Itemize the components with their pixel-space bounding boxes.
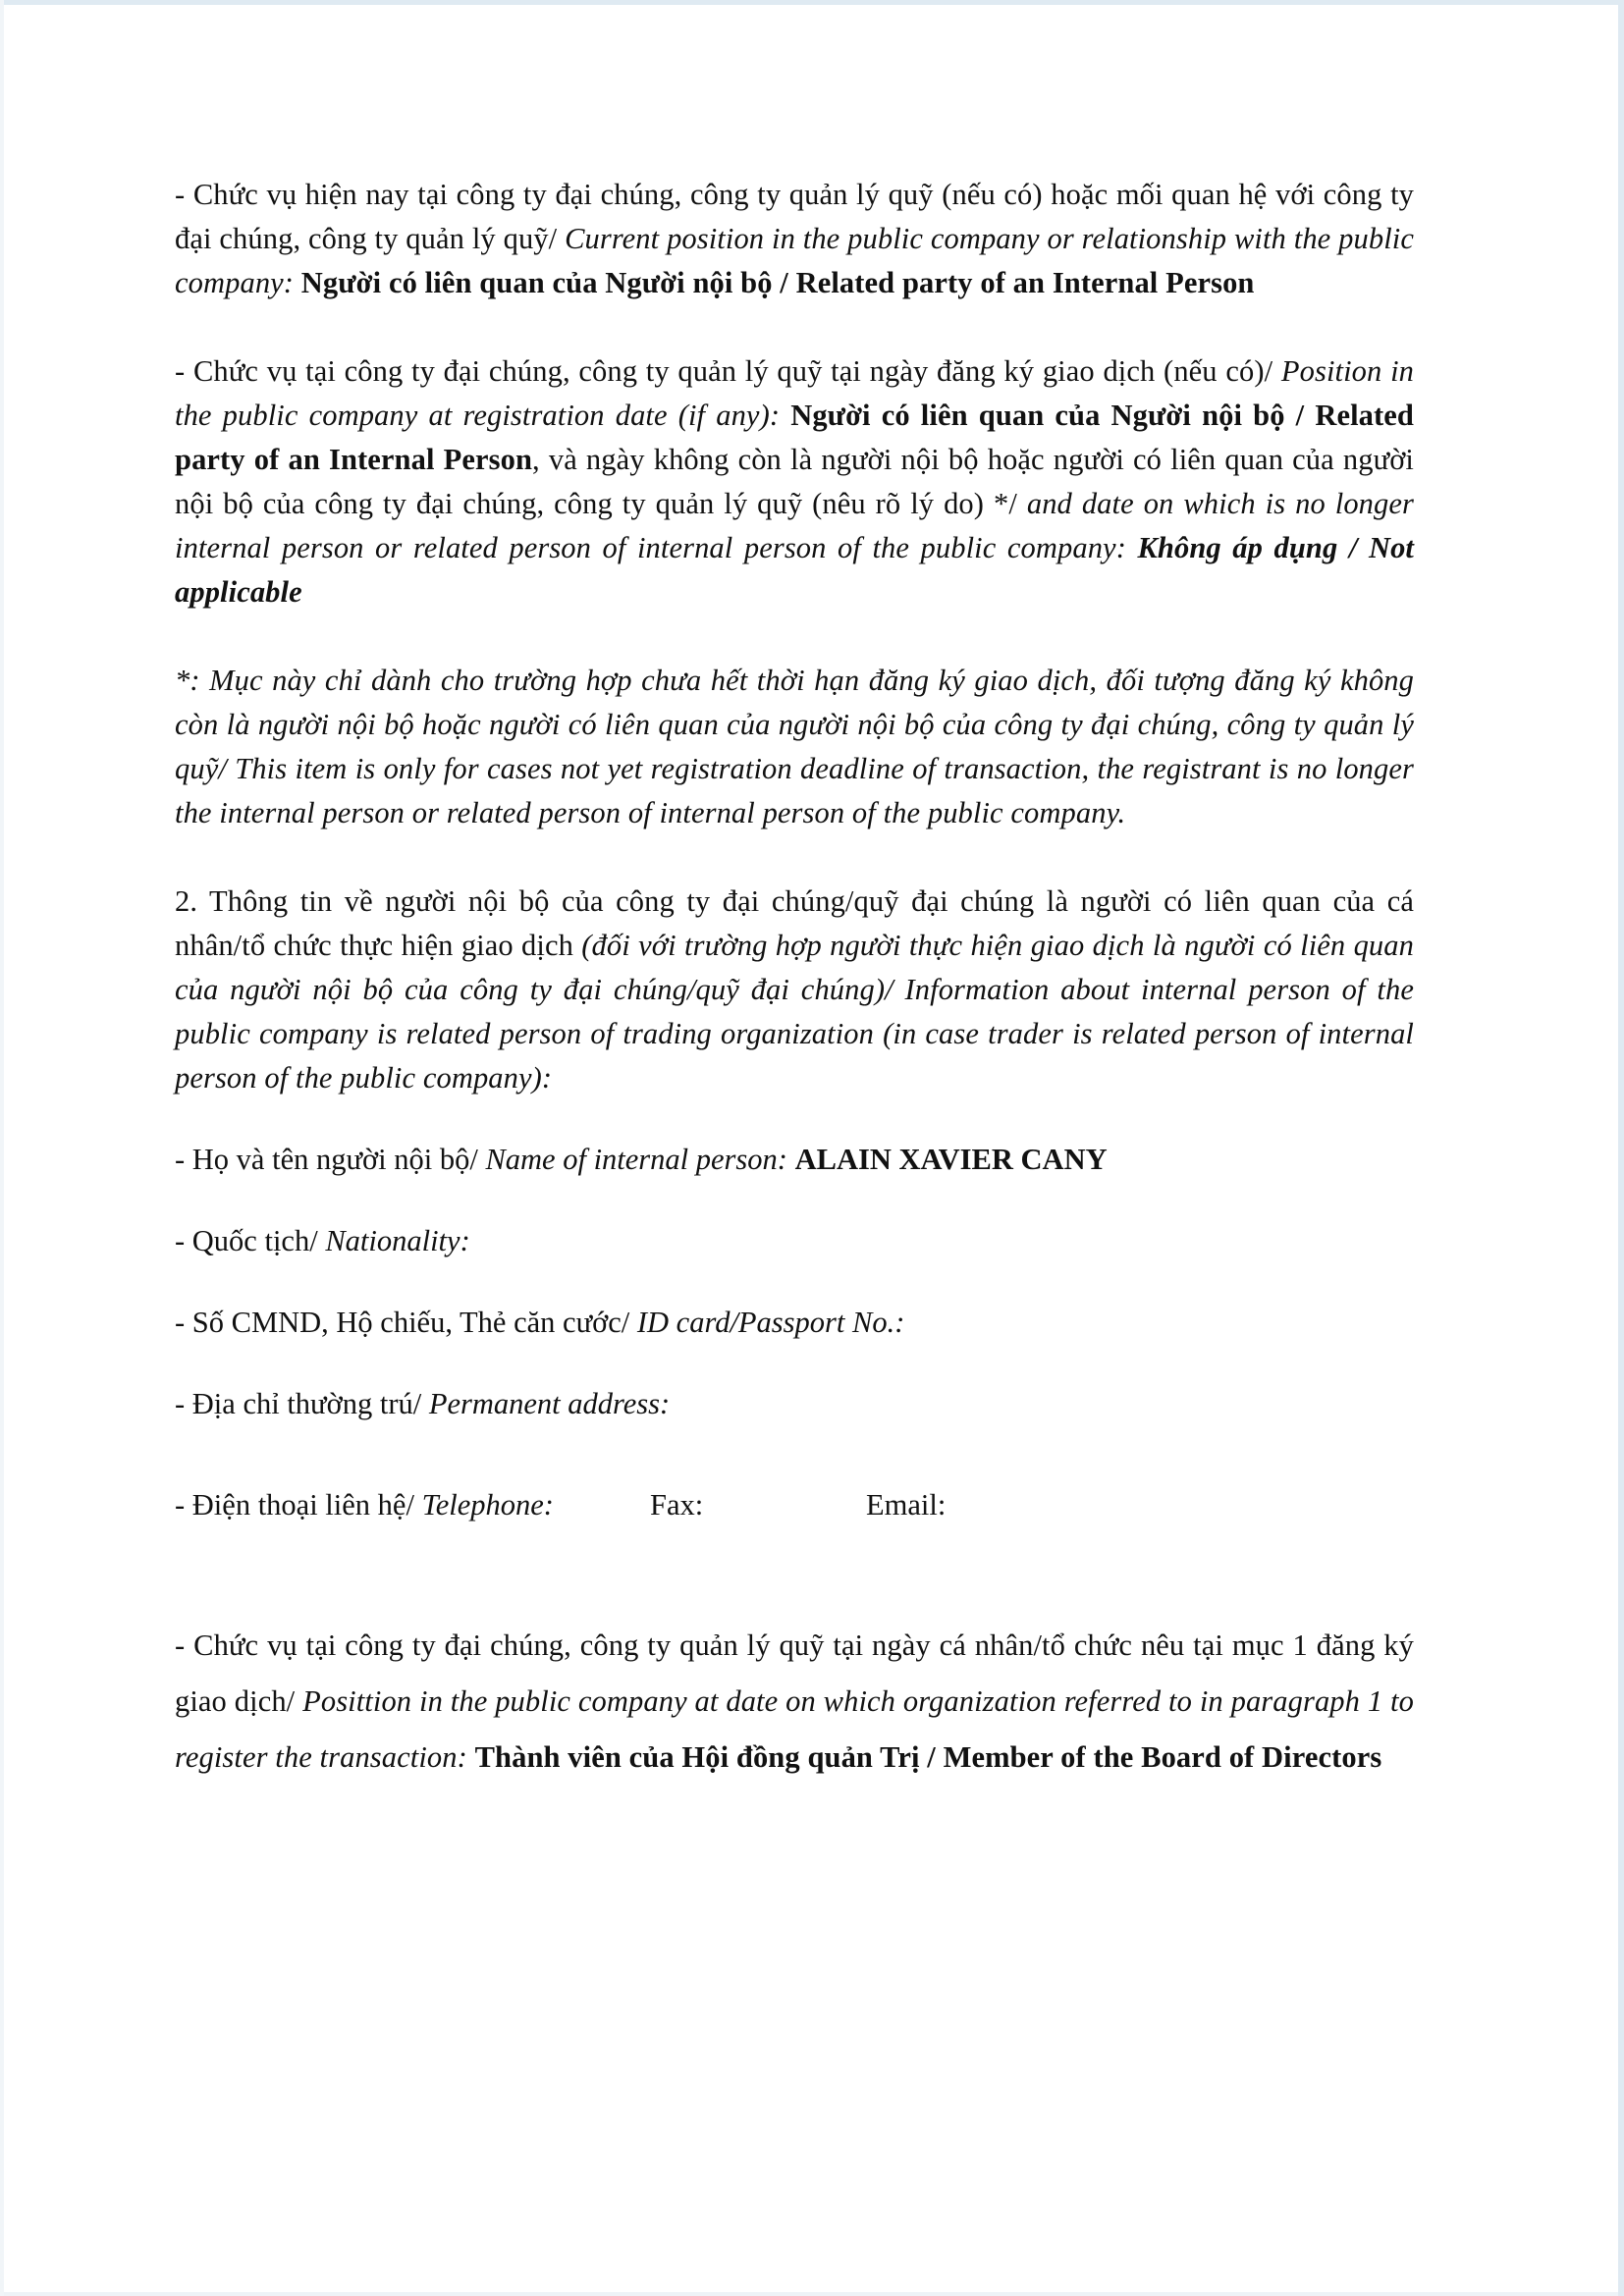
spacer <box>175 835 1414 880</box>
spacer <box>175 1345 1414 1382</box>
field-telephone-label-en: Telephone: <box>421 1488 554 1522</box>
spacer <box>175 1263 1414 1301</box>
field-fax-label: Fax: <box>650 1488 704 1522</box>
spacer <box>175 1527 1414 1618</box>
field-telephone-label-vi: - Điện thoại liên hệ/ <box>175 1488 422 1522</box>
registration-vi-mid: , và ngày không còn là người nội bộ hoặc người có liên quan của người nội bộ của công ty đại chúng, công ty quản lý quỹ (nêu rõ lý do) */ <box>175 443 1414 520</box>
field-email <box>866 1483 946 1527</box>
spacer <box>175 614 1414 659</box>
registration-en-italic-2: and date on which is no longer internal person or related person of internal person of the public company: <box>175 487 1414 564</box>
field-nationality-label-en: Nationality: <box>325 1224 470 1257</box>
field-permanent-address <box>175 1382 1414 1426</box>
field-fax <box>650 1483 703 1527</box>
registration-answer-1: Người có liên quan của Người nội bộ / Related party of an Internal Person <box>175 399 1414 476</box>
paragraph-current-position <box>175 173 1414 305</box>
field-name-label-vi: - Họ và tên người nội bộ/ <box>175 1143 486 1176</box>
field-permanent-address-label-en: Permanent address: <box>428 1387 671 1420</box>
registration-answer-2: Không áp dụng / Not applicable <box>175 531 1414 609</box>
footnote-text: *: Mục này chỉ dành cho trường hợp chưa hết thời hạn đăng ký giao dịch, đối tượng đăng ký không còn là người nội bộ hoặc người có liên quan của người nội bộ của công ty đại chúng, công ty quản lý quỹ/ This item is only for cases not yet registration deadline of transaction, the registrant is no longer the internal person or related person of internal person of the public company. <box>175 664 1414 829</box>
section-2-vi-paren: (đối với trường hợp người thực hiện giao dịch là người có liên quan của người nội bộ của công ty đại chúng/quỹ đại chúng) <box>175 929 1414 1006</box>
final-position-vi-lead: - Chức vụ tại công ty đại chúng, công ty quản lý quỹ tại ngày cá nhân/tổ chức nêu tại mục 1 đăng ký giao dịch/ <box>175 1629 1414 1718</box>
field-nationality <box>175 1219 1414 1263</box>
field-telephone <box>175 1483 554 1527</box>
field-id-card-label-vi: - Số CMND, Hộ chiếu, Thẻ căn cước/ <box>175 1306 637 1339</box>
current-position-vi-lead: - Chức vụ hiện nay tại công ty đại chúng, công ty quản lý quỹ (nếu có) hoặc mối quan hệ với công ty đại chúng, công ty quản lý quỹ/ <box>175 178 1414 255</box>
field-contact-row <box>175 1483 1414 1527</box>
final-position-en-italic: Posittion in the public company at date on which organization referred to in paragraph 1 to register the transaction: <box>175 1684 1414 1774</box>
current-position-answer: Người có liên quan của Người nội bộ / Related party of an Internal Person <box>300 266 1255 299</box>
paragraph-section-2 <box>175 880 1414 1100</box>
scan-edge-top <box>0 0 1624 5</box>
field-permanent-address-label-vi: - Địa chỉ thường trú/ <box>175 1387 429 1420</box>
paragraph-final-position <box>175 1618 1414 1786</box>
section-2-vi-lead: 2. Thông tin về người nội bộ của công ty đại chúng/quỹ đại chúng là người có liên quan của cá nhân/tổ chức thực hiện giao dịch <box>175 884 1414 962</box>
registration-en-italic-1: Position in the public company at registration date (if any): <box>175 354 1414 432</box>
paragraph-footnote <box>175 659 1414 835</box>
field-name-label-en: Name of internal person: <box>485 1143 795 1176</box>
field-name-value[interactable]: ALAIN XAVIER CANY <box>794 1143 1108 1176</box>
section-2-en-italic: / Information about internal person of the public company is related person of trading organization (in case trader is related person of internal person of the public company): <box>175 973 1414 1095</box>
spacer <box>175 305 1414 349</box>
field-id-card <box>175 1301 1414 1345</box>
field-email-label: Email: <box>866 1488 947 1522</box>
spacer <box>175 1426 1414 1483</box>
scan-edge-right <box>1618 0 1624 2296</box>
field-nationality-label-vi: - Quốc tịch/ <box>175 1224 326 1257</box>
registration-vi-lead: - Chức vụ tại công ty đại chúng, công ty quản lý quỹ tại ngày đăng ký giao dịch (nếu có)/ <box>175 354 1281 388</box>
spacer <box>175 1100 1414 1138</box>
spacer <box>175 1182 1414 1219</box>
document-body <box>175 173 1414 1786</box>
final-position-answer: Thành viên của Hội đồng quản Trị / Member of the Board of Directors <box>474 1740 1382 1774</box>
paragraph-position-at-registration <box>175 349 1414 614</box>
scan-edge-left <box>0 0 4 2296</box>
field-name-of-internal-person <box>175 1138 1414 1182</box>
current-position-en-italic: Current position in the public company or relationship with the public company: <box>175 222 1414 299</box>
scan-edge-bottom <box>0 2292 1624 2296</box>
field-id-card-label-en: ID card/Passport No.: <box>636 1306 905 1339</box>
